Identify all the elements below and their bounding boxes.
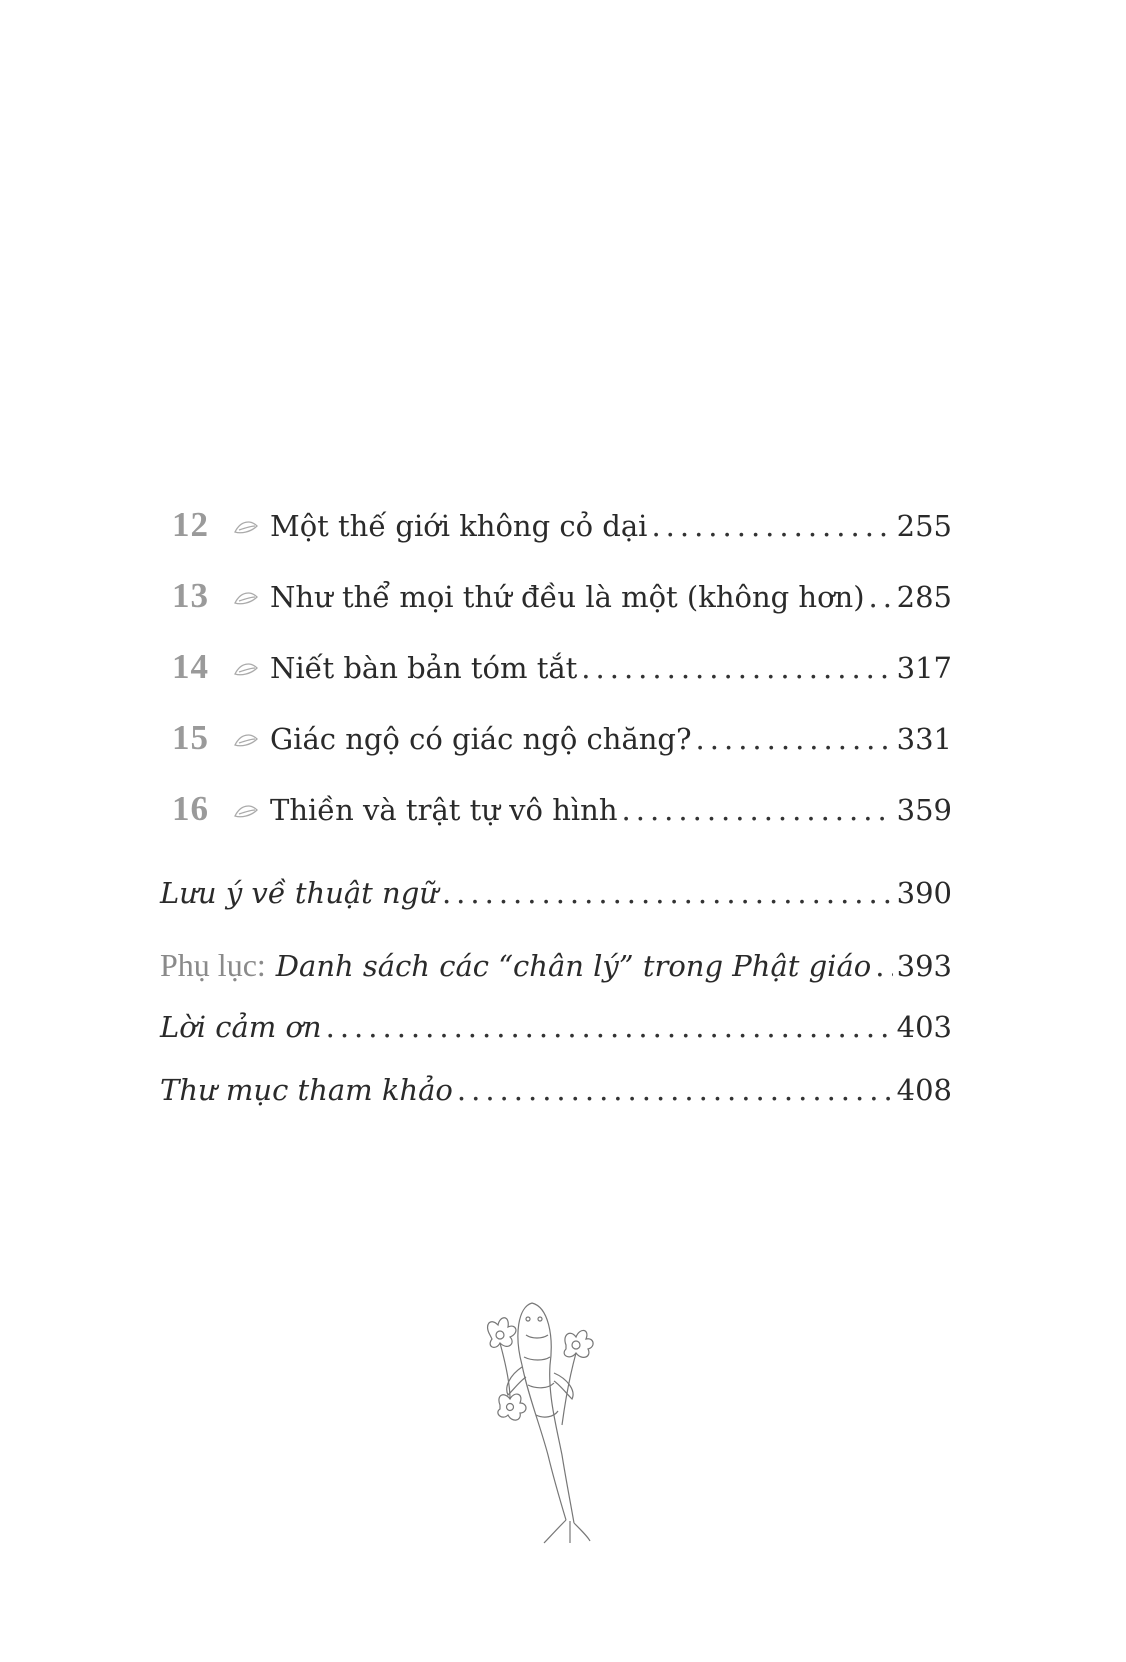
dot-leader <box>622 793 893 827</box>
chapter-title: Một thế giới không cỏ dại <box>270 509 648 543</box>
page-number: 390 <box>896 876 952 910</box>
koi-fish-lotus-illustration <box>470 1295 620 1545</box>
dot-leader <box>326 1010 893 1044</box>
toc-entry-acknowledgements[interactable] <box>160 1010 952 1054</box>
toc-entry-chapter-16[interactable] <box>172 789 952 833</box>
toc-entry-bibliography[interactable] <box>160 1073 952 1117</box>
dot-leader <box>457 1073 893 1107</box>
chapter-number: 12 <box>172 505 209 544</box>
chapter-title: Giác ngộ có giác ngộ chăng? <box>270 722 692 756</box>
chapter-number: 13 <box>172 576 209 615</box>
chapter-title: Niết bàn bản tóm tắt <box>270 651 578 685</box>
entry-title: Thư mục tham khảo <box>160 1073 453 1107</box>
chapter-number: 16 <box>172 789 209 828</box>
dot-leader <box>869 580 893 614</box>
leaf-ornament-icon <box>222 802 270 820</box>
entry-title: Danh sách các “chân lý” trong Phật giáo <box>275 949 872 983</box>
chapter-number: 14 <box>172 647 209 686</box>
toc-entry-terminology-note[interactable] <box>160 876 952 920</box>
chapter-title: Thiền và trật tự vô hình <box>270 793 618 827</box>
page-number: 331 <box>896 722 952 756</box>
chapter-title: Như thể mọi thứ đều là một (không hơn) <box>270 580 865 614</box>
page-number: 317 <box>896 651 952 685</box>
dot-leader <box>696 722 893 756</box>
dot-leader <box>442 876 893 910</box>
dot-leader <box>875 949 892 983</box>
dot-leader <box>651 509 892 543</box>
entry-title: Lời cảm ơn <box>160 1010 322 1044</box>
page-number: 403 <box>896 1010 952 1044</box>
page-number: 359 <box>896 793 952 827</box>
page-number: 285 <box>896 580 952 614</box>
toc-entry-chapter-12[interactable] <box>172 505 952 549</box>
page-number: 255 <box>896 509 952 543</box>
toc-entry-appendix[interactable] <box>160 947 952 991</box>
leaf-ornament-icon <box>222 660 270 678</box>
leaf-ornament-icon <box>222 518 270 536</box>
leaf-ornament-icon <box>222 589 270 607</box>
leaf-ornament-icon <box>222 731 270 749</box>
appendix-prefix: Phụ lục: <box>160 947 266 983</box>
entry-title: Lưu ý về thuật ngữ <box>160 876 438 910</box>
chapter-number: 15 <box>172 718 209 757</box>
page-number: 408 <box>896 1073 952 1107</box>
toc-entry-chapter-14[interactable] <box>172 647 952 691</box>
toc-entry-chapter-13[interactable] <box>172 576 952 620</box>
toc-entry-chapter-15[interactable] <box>172 718 952 762</box>
page-number: 393 <box>896 949 952 983</box>
dot-leader <box>581 651 892 685</box>
